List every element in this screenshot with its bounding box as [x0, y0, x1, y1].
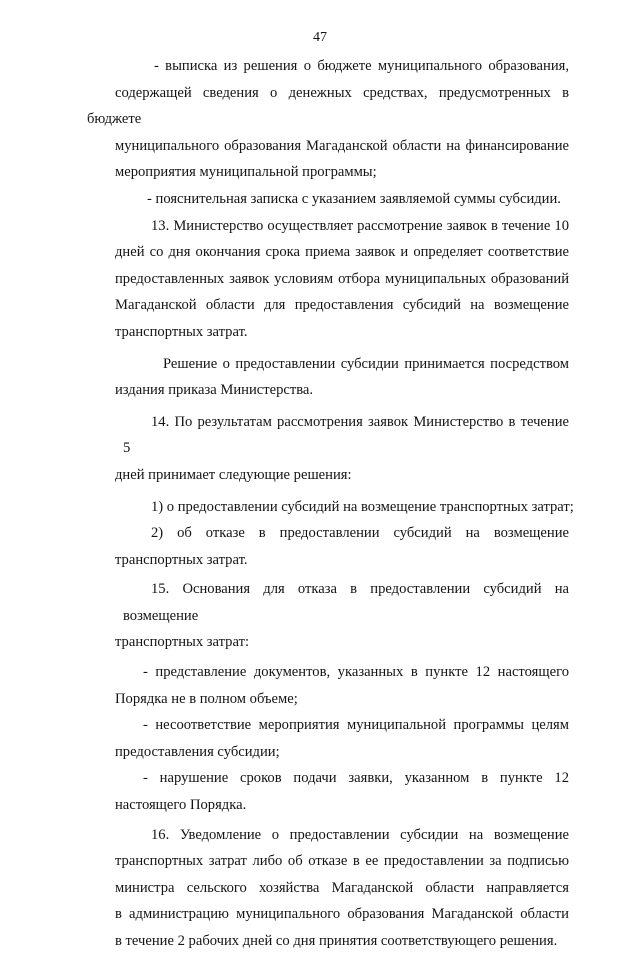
text-line: дней со дня окончания срока приема заявок и определяет соответствие	[115, 244, 569, 261]
paragraph	[87, 659, 569, 712]
paragraph	[87, 520, 569, 573]
page-number: 47	[313, 30, 327, 45]
text-line: транспортных затрат.	[115, 323, 248, 340]
text-line: мероприятия муниципальной программы;	[115, 164, 377, 181]
text-line: транспортных затрат либо об отказе в ее предоставлении за подписью	[115, 853, 569, 870]
text-line: предоставления субсидии;	[115, 743, 280, 760]
text-line: министра сельского хозяйства Магаданской области направляется	[115, 879, 569, 896]
text-line: настоящего Порядка.	[115, 797, 247, 814]
text-line: Решение о предоставлении субсидии принимается посредством	[163, 355, 569, 372]
text-line: Порядка не в полном объеме;	[115, 690, 298, 707]
paragraph	[87, 765, 569, 818]
paragraph	[87, 186, 569, 213]
text-line: - несоответствие мероприятия муниципальной программы целям	[143, 717, 569, 734]
document-body	[87, 53, 574, 955]
text-line: 1) о предоставлении субсидий на возмещение транспортных затрат;	[151, 498, 574, 515]
text-line: муниципального образования Магаданской области на финансирование	[115, 137, 569, 154]
text-line: - нарушение сроков подачи заявки, указанном в пункте 12	[143, 770, 569, 787]
paragraph	[87, 494, 574, 521]
paragraph	[87, 351, 569, 404]
text-line: 2) об отказе в предоставлении субсидий на возмещение	[151, 525, 569, 542]
text-line: предоставленных заявок условиям отбора муниципальных образований	[115, 270, 569, 287]
text-line: Магаданской области для предоставления субсидий на возмещение	[115, 297, 569, 314]
text-line: - представление документов, указанных в пункте 12 настоящего	[143, 664, 569, 681]
paragraph	[87, 822, 569, 955]
text-line: - выписка из решения о бюджете муниципального образования,	[154, 58, 569, 74]
paragraph	[87, 53, 569, 186]
text-line: 13. Министерство осуществляет рассмотрение заявок в течение 10	[151, 217, 569, 234]
text-line: в течение 2 рабочих дней со дня принятия соответствующего решения.	[115, 933, 558, 949]
text-line: транспортных затрат.	[115, 551, 248, 568]
text-line: транспортных затрат:	[115, 634, 250, 651]
paragraph	[87, 213, 569, 346]
text-line: дней принимает следующие решения:	[115, 466, 352, 483]
paragraph	[87, 576, 569, 656]
paragraph	[87, 712, 569, 765]
text-line: 15. Основания для отказа в предоставлении субсидий на возмещение	[123, 581, 569, 624]
text-line: 16. Уведомление о предоставлении субсидии на возмещение	[151, 826, 569, 843]
text-line: 14. По результатам рассмотрения заявок Министерство в течение 5	[123, 413, 569, 457]
text-line: - пояснительная записка с указанием заявляемой суммы субсидии.	[147, 190, 561, 207]
text-line: издания приказа Министерства.	[115, 382, 314, 399]
text-line: содержащей сведения о денежных средствах, предусмотренных в бюджете	[87, 84, 569, 128]
paragraph	[87, 409, 569, 489]
text-line: в администрацию муниципального образования Магаданской области	[115, 906, 569, 923]
